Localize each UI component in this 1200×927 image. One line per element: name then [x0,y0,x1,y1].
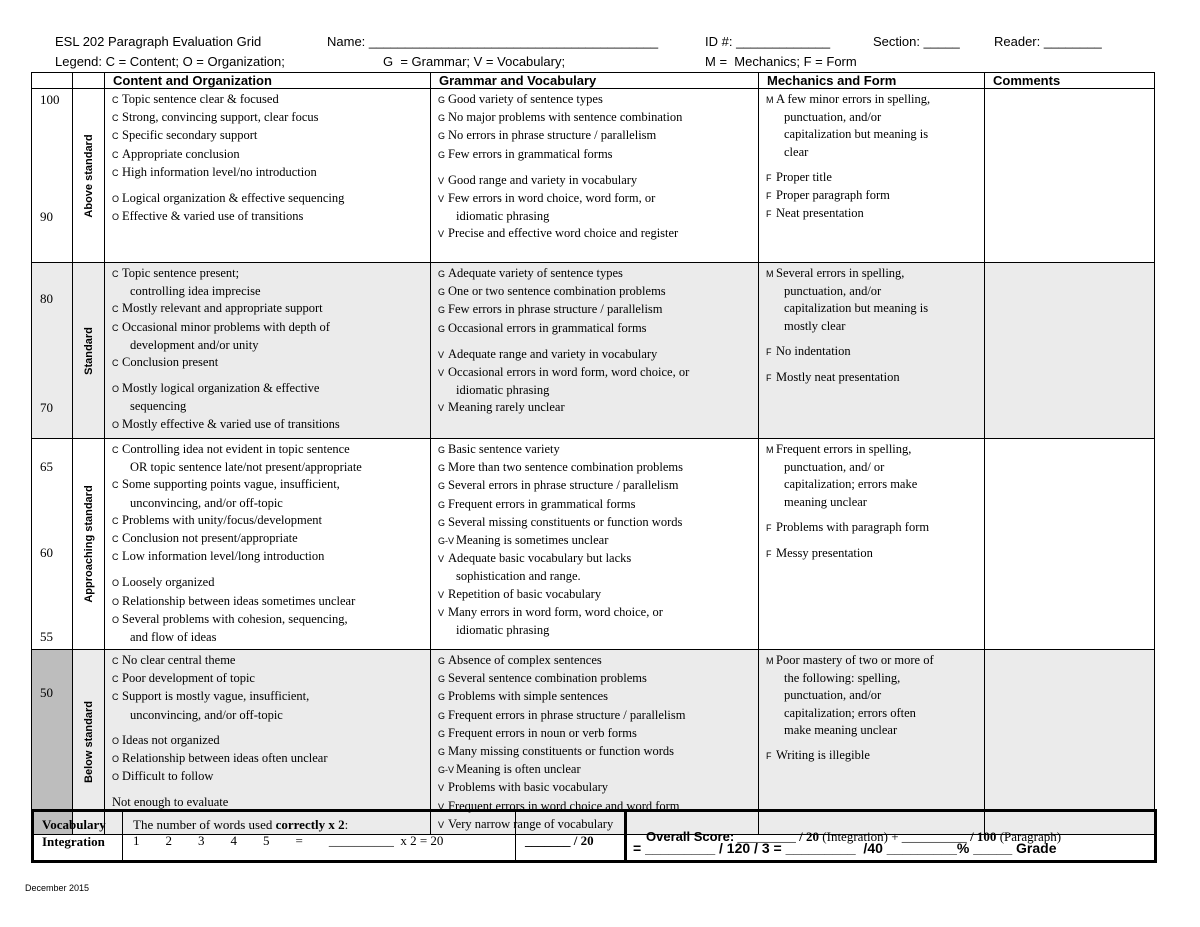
criterion-line: O Relationship between ideas often unclear [112,750,426,768]
grammar-cell [431,439,759,650]
criterion-line: O Effective & varied use of transitions [112,208,426,226]
instr-text: The number of words used [133,817,276,832]
band-label-cell [73,263,105,439]
criterion-line: F Proper paragraph form [766,187,980,205]
comments-cell[interactable] [985,263,1155,439]
criterion-line: V Many errors in word form, word choice, or [438,604,754,622]
spacer [766,335,980,343]
criterion-line: M Several errors in spelling, [766,265,980,283]
criterion-code: M [766,269,774,279]
criterion-code: C [112,95,119,105]
criterion-code: V [438,554,445,565]
criterion-code: C [112,131,119,142]
criterion-line: C High information level/no introduction [112,164,426,182]
criterion-line: V Problems with basic vocabulary [438,779,754,797]
criterion-code: G [438,287,446,298]
band-label: Above standard [82,133,95,218]
criterion-code: V [438,801,445,812]
criterion-line: punctuation, and/ or [784,460,885,475]
criterion-line: F Neat presentation [766,205,980,223]
criterion-line: idiomatic phrasing [456,623,550,638]
score-top: 65 [40,459,53,474]
criterion-line: F Messy presentation [766,545,980,563]
criterion-code: G [438,728,446,739]
criterion-code: G [438,674,446,685]
criterion-line: punctuation, and/or [784,688,882,703]
band-label: Standard [82,326,95,375]
score-cell [32,263,73,439]
criterion-line: V Meaning rarely unclear [438,399,754,417]
column-header-mechanics: Mechanics and Form [759,73,985,89]
spacer [112,566,426,574]
column-header-content: Content and Organization [105,73,431,89]
mechanics-cell [759,89,985,263]
criterion-code: F [766,373,772,384]
criterion-code: G-V [438,536,455,547]
criterion-code: G [438,481,446,492]
comments-cell[interactable] [985,650,1155,835]
score-top: 80 [40,291,53,306]
criterion-line: O Logical organization & effective sequencing [112,190,426,208]
criterion-line: C Some supporting points vague, insufficient, [112,476,426,494]
criterion-code: C [112,358,119,369]
score-bottom: 70 [40,400,53,415]
criterion-code: G [438,269,446,279]
comments-cell[interactable] [985,439,1155,650]
criterion-line: C Strong, convincing support, clear focus [112,109,426,127]
criterion-line: C Conclusion not present/appropriate [112,530,426,548]
criterion-code: G [438,517,446,528]
criterion-line: G No errors in phrase structure / parallelism [438,127,754,145]
paragraph-max: / 100 [970,829,997,844]
criterion-code: F [766,191,772,202]
criterion-line: F Proper title [766,169,980,187]
criterion-line: M Poor mastery of two or more of [766,652,980,670]
criterion-code: C [112,674,119,685]
criterion-line: F Mostly neat presentation [766,369,980,387]
column-header-comments: Comments [985,73,1155,89]
vocab-label-line2: Integration [42,834,105,849]
score-cell [32,89,73,263]
criterion-code: O [112,735,120,746]
criterion-line: G Adequate variety of sentence types [438,265,754,283]
criterion-code: G [438,747,446,758]
criterion-code: G [438,323,446,334]
criterion-line: C Topic sentence present; [112,265,426,283]
criterion-line: O Relationship between ideas sometimes unclear [112,593,426,611]
instr-colon: : [344,817,349,832]
content-cell [105,89,431,263]
score-header [32,73,73,89]
criterion-code: C [112,656,119,666]
criterion-code: V [438,368,445,379]
spacer [112,724,426,732]
criterion-line: unconvincing, and/or off-topic [130,495,283,510]
criterion-line: O Mostly effective & varied use of transitions [112,416,426,434]
criterion-code: O [112,614,120,625]
criterion-code: C [112,445,119,455]
criterion-line: G One or two sentence combination problems [438,283,754,301]
comments-cell[interactable] [985,89,1155,263]
criterion-line: capitalization; errors often [784,705,916,720]
criterion-code: C [112,515,119,526]
vocab-integration-label [42,816,106,850]
criterion-code: C [112,692,119,703]
paragraph-blank[interactable]: (Integration) + __________ [819,829,971,844]
divider [122,812,123,860]
legend-content-organization: Legend: C = Content; O = Organization; [55,54,285,69]
criterion-line: G-V Meaning is sometimes unclear [438,532,754,550]
vocab-instructions [133,816,348,833]
legend-mechanics-form: M = Mechanics; F = Form [705,54,857,69]
criterion-code: G [438,131,446,142]
criterion-line: V Precise and effective word choice and register [438,225,754,243]
criterion-code: G-V [438,765,455,776]
criterion-line: C Topic sentence clear & focused [112,91,426,109]
criterion-line: G-V Meaning is often unclear [438,761,754,779]
spacer [766,537,980,545]
criterion-line: G Several sentence combination problems [438,670,754,688]
criterion-line: meaning unclear [784,494,867,509]
criterion-line: C Low information level/long introduction [112,548,426,566]
scoring-strip [31,809,1157,863]
mechanics-cell [759,650,985,835]
criterion-line: capitalization but meaning is [784,127,929,142]
criterion-code: F [766,522,772,533]
criterion-line: C Specific secondary support [112,127,426,145]
criterion-code: C [112,534,119,545]
criterion-line: make meaning unclear [784,722,898,737]
form-title: ESL 202 Paragraph Evaluation Grid [55,34,262,49]
grammar-cell [431,650,759,835]
criterion-code: F [766,751,772,762]
criterion-line: C Support is mostly vague, insufficient, [112,688,426,706]
criterion-line: G Several errors in phrase structure / parallelism [438,477,754,495]
divider [624,812,627,860]
criterion-code: O [112,194,120,205]
section-field[interactable]: Section: _____ [873,34,960,49]
criterion-line: O Several problems with cohesion, sequencing, [112,611,426,629]
vocab-score-blank[interactable]: _______ / 20 [525,833,594,848]
criterion-line: C Mostly relevant and appropriate support [112,300,426,318]
score-mid: 60 [40,545,53,560]
integration-max: / 20 [799,829,820,844]
criterion-line: F Problems with paragraph form [766,519,980,537]
criterion-code: V [438,229,445,240]
criterion-line: capitalization; errors make [784,477,918,492]
band-row-approaching-standard [32,439,1155,650]
evaluation-grid [31,72,1155,835]
criterion-line: O Difficult to follow [112,768,426,786]
criterion-code: M [766,656,774,666]
spacer [438,164,754,172]
criterion-line: sophistication and range. [456,569,581,584]
band-row-standard [32,263,1155,439]
criterion-line: unconvincing, and/or off-topic [130,707,283,722]
band-row-above-standard [32,89,1155,263]
criterion-line: M Frequent errors in spelling, [766,441,980,459]
criterion-code: F [766,209,772,220]
criterion-code: O [112,419,120,430]
criterion-line: V Repetition of basic vocabulary [438,586,754,604]
criterion-line: G Absence of complex sentences [438,652,754,670]
criterion-line: controlling idea imprecise [130,284,261,299]
score-bottom: 90 [40,209,53,224]
criterion-line: V Adequate range and variety in vocabulary [438,346,754,364]
spacer [766,739,980,747]
criterion-line: G Many missing constituents or function words [438,743,754,761]
vocab-word-count[interactable]: 1 2 3 4 5 = __________ x 2 = 20 [133,833,444,848]
criterion-code: C [112,269,119,279]
criterion-line: V Good range and variety in vocabulary [438,172,754,190]
criterion-code: C [112,149,119,160]
criterion-line: and flow of ideas [130,630,217,645]
score-top: 50 [40,685,53,700]
criterion-code: V [438,403,445,414]
reader-field[interactable]: Reader: ________ [994,34,1102,49]
criterion-line: punctuation, and/or [784,110,882,125]
criterion-line: development and/or unity [130,337,259,352]
band-row-below-standard [32,650,1155,835]
criterion-line: C Appropriate conclusion [112,146,426,164]
name-field[interactable]: Name: ________________________________________ [327,34,659,49]
spacer [766,361,980,369]
criterion-code: C [112,167,119,178]
criterion-code: V [438,819,445,830]
spacer [112,182,426,190]
band-header [73,73,105,89]
criterion-line: idiomatic phrasing [456,209,550,224]
legend-grammar-vocabulary: G = Grammar; V = Vocabulary; [383,54,566,69]
criterion-line: G No major problems with sentence combination [438,109,754,127]
criterion-code: V [438,589,445,600]
overall-score-line2[interactable]: = _________ / 120 / 3 = _________ /40 _________% _____ Grade [633,840,1057,856]
criterion-code: C [112,113,119,124]
criterion-line: G More than two sentence combination problems [438,459,754,477]
criterion-code: C [112,480,119,491]
criterion-line: G Problems with simple sentences [438,688,754,706]
criterion-line: V Occasional errors in word form, word choice, or [438,364,754,382]
grammar-cell [431,89,759,263]
content-cell [105,263,431,439]
column-header-row [32,73,1155,89]
criterion-code: V [438,783,445,794]
criterion-code: F [766,346,772,357]
criterion-code: O [112,384,120,395]
criterion-code: G [438,445,446,455]
criterion-line: M A few minor errors in spelling, [766,91,980,109]
column-header-grammar: Grammar and Vocabulary [431,73,759,89]
criterion-line: C Controlling idea not evident in topic sentence [112,441,426,459]
criterion-code: C [112,322,119,333]
criterion-line: the following: spelling, [784,671,901,686]
instr-bold: correctly x 2 [275,817,345,832]
criterion-line: idiomatic phrasing [456,383,550,398]
band-label-cell [73,89,105,263]
criterion-code: G [438,149,446,160]
criterion-code: V [438,194,445,205]
criterion-line: Not enough to evaluate [112,795,229,810]
criterion-line: G Few errors in phrase structure / parallelism [438,301,754,319]
content-cell [105,650,431,835]
criterion-line: OR topic sentence late/not present/appropriate [130,460,362,475]
grammar-cell [431,263,759,439]
criterion-line: C Occasional minor problems with depth of [112,319,426,337]
spacer [112,786,426,794]
criterion-code: V [438,607,445,618]
criterion-line: V Frequent errors in word choice and word form [438,798,754,816]
criterion-code: G [438,463,446,474]
integration-blank[interactable]: _________ [734,829,800,844]
band-label: Approaching standard [82,485,95,603]
criterion-line: C Problems with unity/focus/development [112,512,426,530]
criterion-code: V [438,175,445,186]
criterion-line: C Poor development of topic [112,670,426,688]
criterion-line: G Few errors in grammatical forms [438,146,754,164]
id-field[interactable]: ID #: _____________ [705,34,831,49]
spacer [438,338,754,346]
criterion-code: M [766,445,774,455]
score-top: 100 [40,92,60,107]
criterion-code: G [438,305,446,316]
criterion-line: clear [784,144,809,159]
criterion-line: O Loosely organized [112,574,426,592]
criterion-line: V Few errors in word choice, word form, or [438,190,754,208]
criterion-line: sequencing [130,399,187,414]
criterion-line: G Basic sentence variety [438,441,754,459]
score-bottom: 55 [40,629,53,644]
mechanics-cell [759,439,985,650]
criterion-line: punctuation, and/or [784,284,882,299]
criterion-code: O [112,596,120,607]
criterion-code: F [766,549,772,560]
criterion-line: G Frequent errors in noun or verb forms [438,725,754,743]
criterion-line: G Frequent errors in grammatical forms [438,496,754,514]
footer-date: December 2015 [25,883,90,893]
criterion-code: G [438,656,446,666]
criterion-code: G [438,113,446,124]
criterion-code: V [438,349,445,360]
criterion-line: capitalization but meaning is [784,301,929,316]
vocab-label-line1: Vocabulary [42,817,106,832]
overall-score-label: Overall Score: [646,829,735,844]
spacer [766,161,980,169]
criterion-code: C [112,304,119,315]
criterion-line: G Several missing constituents or function words [438,514,754,532]
criterion-line: G Occasional errors in grammatical forms [438,320,754,338]
mechanics-cell [759,263,985,439]
criterion-code: G [438,710,446,721]
criterion-code: O [112,212,120,223]
criterion-line: C Conclusion present [112,354,426,372]
criterion-line: mostly clear [784,318,846,333]
paragraph-label: (Paragraph) [996,829,1062,844]
criterion-code: C [112,552,119,563]
criterion-line: G Good variety of sentence types [438,91,754,109]
criterion-code: G [438,95,446,105]
criterion-line: O Mostly logical organization & effective [112,380,426,398]
content-cell [105,439,431,650]
score-cell [32,650,73,835]
criterion-line: V Adequate basic vocabulary but lacks [438,550,754,568]
spacer [112,372,426,380]
criterion-code: O [112,754,120,765]
criterion-code: O [112,772,120,783]
criterion-code: F [766,172,772,183]
criterion-code: O [112,578,120,589]
criterion-code: G [438,692,446,703]
criterion-line: V Very narrow range of vocabulary [438,816,754,834]
criterion-line: O Ideas not organized [112,732,426,750]
spacer [766,511,980,519]
criterion-line: F No indentation [766,343,980,361]
divider [515,812,516,860]
criterion-code: G [438,499,446,510]
criterion-line: F Writing is illegible [766,747,980,765]
criterion-line: G Frequent errors in phrase structure / parallelism [438,707,754,725]
criterion-line: C No clear central theme [112,652,426,670]
criterion-code: M [766,95,774,105]
band-label-cell [73,439,105,650]
band-label-cell [73,650,105,835]
band-label: Below standard [82,701,95,783]
score-cell [32,439,73,650]
